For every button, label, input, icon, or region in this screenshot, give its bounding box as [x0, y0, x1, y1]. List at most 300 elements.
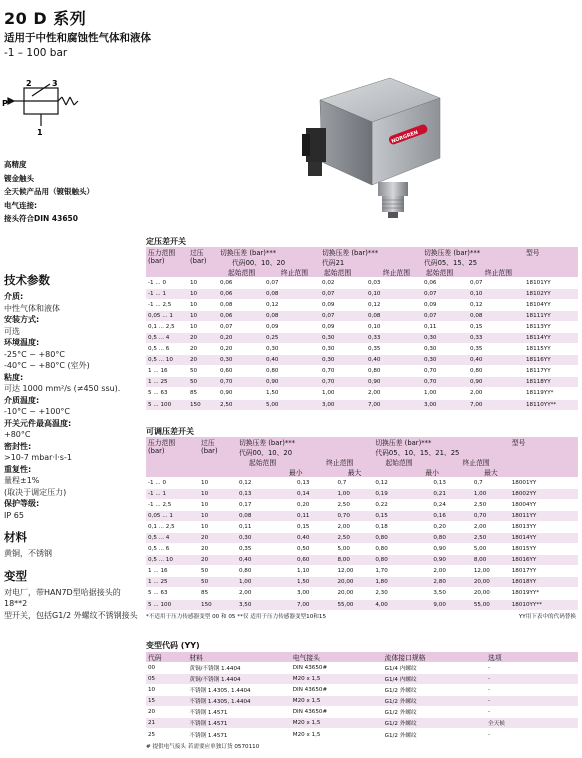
table-cell: 0,09 — [320, 300, 366, 311]
spec-label: 重复性: — [4, 464, 32, 474]
spec-value: +80°C — [4, 430, 31, 439]
group-1-codes: 代码00、10、20 — [238, 449, 293, 457]
table-cell: 0,25 — [264, 333, 320, 344]
spec-value: -10°C ~ +100°C — [4, 407, 70, 416]
table-cell: 0,07 — [422, 289, 468, 300]
spec-value: 量程±1% — [4, 476, 40, 485]
table-cell: DIN 43650# — [291, 707, 383, 718]
table-cell: 0,70 — [335, 511, 373, 522]
table-cell: 10 — [199, 522, 237, 533]
table-cell: 1,00 — [320, 388, 366, 399]
table-cell: 0,60 — [295, 555, 335, 566]
table-cell: 3,50 — [431, 588, 471, 599]
table-cell: 18117YY — [524, 366, 578, 377]
table-cell: 3,00 — [320, 399, 366, 410]
spec-value: >10-7 mbar·l·s-1 — [4, 453, 72, 462]
table-cell: 50 — [199, 577, 237, 588]
table-cell: 20,00 — [472, 577, 510, 588]
table-cell: 0,40 — [295, 533, 335, 544]
min-label: 最小 — [425, 469, 439, 477]
table-cell: 0,14 — [295, 489, 335, 500]
table-cell: 20,00 — [335, 577, 373, 588]
table-cell: 1,80 — [373, 577, 431, 588]
table-cell: 20 — [188, 344, 218, 355]
col-range: 压力范围 (bar) — [146, 437, 199, 478]
feature-list — [4, 158, 94, 226]
table-cell: 0,10 — [468, 289, 524, 300]
table-cell: 不锈钢 1.4305, 1.4404 — [187, 696, 290, 707]
table-cell: 0,35 — [237, 544, 295, 555]
start-label: 起始范围 — [248, 459, 277, 467]
table-cell: 5,00 — [335, 544, 373, 555]
table-cell: 0,50 — [295, 544, 335, 555]
table-cell: 4,00 — [373, 599, 431, 610]
end-label: 终止范围 — [382, 269, 410, 277]
col-overpressure: 过压 (bar) — [199, 437, 237, 478]
table-cell: 0,07 — [264, 278, 320, 289]
table-row — [146, 522, 578, 533]
table-cell: 黄铜/不锈钢 1.4404 — [187, 663, 290, 674]
table-cell: 50 — [188, 366, 218, 377]
table-cell: 18118YY — [524, 377, 578, 388]
table-cell: 0,20 — [431, 522, 471, 533]
table-cell: 0,40 — [468, 355, 524, 366]
table-row — [146, 544, 578, 555]
table-cell: - — [486, 685, 578, 696]
table-cell: 8,00 — [335, 555, 373, 566]
table-cell: 0,90 — [218, 388, 264, 399]
table-cell: 0,09 — [264, 322, 320, 333]
table-cell: 3,00 — [295, 588, 335, 599]
spec-label: 环境温度: — [4, 338, 40, 347]
table-cell: 1,50 — [295, 577, 335, 588]
material-heading: 材料 — [4, 530, 27, 544]
table-cell: - — [486, 729, 578, 740]
table-cell: 0,40 — [264, 355, 320, 366]
table-cell: M20 x 1,5 — [291, 696, 383, 707]
table-cell: 21 — [146, 718, 187, 729]
table-cell: 18102YY — [524, 289, 578, 300]
table-cell: 3,00 — [422, 399, 468, 410]
table-cell: 0,15 — [468, 322, 524, 333]
table-cell: 0,12 — [264, 300, 320, 311]
table-cell: 18013YY — [510, 522, 578, 533]
col-group-2 — [373, 437, 509, 478]
table-cell: G1/4 内螺纹 — [383, 663, 486, 674]
end-label: 终止范围 — [462, 459, 490, 467]
table-cell: 20,00 — [335, 588, 373, 599]
col-group-1 — [237, 437, 373, 478]
feature-item: 电气连接: — [4, 200, 37, 210]
table-cell: 0,13 — [237, 489, 295, 500]
table-cell: G1/2 外螺纹 — [383, 696, 486, 707]
table-cell: G1/2 外螺纹 — [383, 685, 486, 696]
table-cell: -1 ... 0 — [146, 478, 199, 489]
table-cell: 0,80 — [468, 366, 524, 377]
table-cell: 0,17 — [237, 500, 295, 511]
table-row — [146, 555, 578, 566]
table-cell: 0,35 — [468, 344, 524, 355]
table-cell: 1,00 — [422, 388, 468, 399]
table-cell: 0,30 — [218, 355, 264, 366]
table-cell: 18015YY — [510, 544, 578, 555]
pressure-range: -1 – 100 bar — [4, 47, 68, 59]
spec-label: 介质温度: — [4, 395, 40, 405]
table-cell: 2,00 — [335, 522, 373, 533]
table-cell: 1,70 — [373, 566, 431, 577]
table-cell: 10 — [188, 278, 218, 289]
table-cell: 7,00 — [468, 399, 524, 410]
table-row — [146, 388, 578, 399]
feature-item: 高精度 — [4, 160, 27, 169]
feature-item: 镀金触头 — [4, 173, 34, 183]
table-cell: 0,70 — [320, 366, 366, 377]
table-cell: 18002YY — [510, 489, 578, 500]
symbol-label-3: 3 — [52, 79, 58, 88]
table-cell: 0,70 — [320, 377, 366, 388]
table-cell: 0,07 — [218, 322, 264, 333]
table-cell: 0,70 — [218, 377, 264, 388]
table-cell: 2,00 — [237, 588, 295, 599]
table-cell: 150 — [199, 599, 237, 610]
table-cell: 0,15 — [373, 511, 431, 522]
table-cell: 50 — [188, 377, 218, 388]
table-cell: 0,07 — [320, 311, 366, 322]
table-cell: 18011YY — [510, 511, 578, 522]
table-cell: 0,12 — [468, 300, 524, 311]
table-cell: 0,08 — [218, 300, 264, 311]
table-row — [146, 478, 578, 489]
table-cell: 10 — [188, 300, 218, 311]
table-cell: 05 — [146, 674, 187, 685]
end-label: 终止范围 — [280, 269, 308, 277]
table-row — [146, 278, 578, 289]
variant-heading: 变型 — [4, 568, 27, 583]
table-cell: 全天候 — [486, 718, 578, 729]
table-cell: 1,50 — [264, 388, 320, 399]
table-cell: 0,5 ... 10 — [146, 555, 199, 566]
table-cell: 0,70 — [472, 511, 510, 522]
spec-value: 可达 1000 mm²/s (≠450 ssu). — [4, 384, 121, 393]
table-cell: G1/2 外螺纹 — [383, 729, 486, 740]
table-cell: 18010YY** — [510, 599, 578, 610]
adjustable-footnote: *不适用于压力传感器变型 00 和 05 **仅 适用于压力传感器变型10和15 — [146, 614, 327, 620]
table-cell: 20 — [188, 355, 218, 366]
table-cell: -1 ... 1 — [146, 489, 199, 500]
table-cell: 0,02 — [320, 278, 366, 289]
table-row — [146, 366, 578, 377]
spec-label: 安装方式: — [4, 315, 40, 324]
table-cell: 9,00 — [431, 599, 471, 610]
table-cell: 0,08 — [237, 511, 295, 522]
table-cell: 黄铜/不锈钢 1.4404 — [187, 674, 290, 685]
spec-list — [4, 291, 140, 521]
table-cell: - — [486, 707, 578, 718]
table-row — [146, 322, 578, 333]
table-cell: 0,03 — [366, 278, 422, 289]
table-cell: 0,30 — [264, 344, 320, 355]
table-cell: 85 — [188, 388, 218, 399]
table-cell: DIN 43650# — [291, 663, 383, 674]
column-header: 电气接头 — [291, 652, 383, 663]
table-cell: 150 — [188, 399, 218, 410]
table-row — [146, 333, 578, 344]
variants-table-title: 变型代码 (YY) — [146, 641, 200, 650]
table-cell: 5 ... 63 — [146, 588, 199, 599]
table-cell: 7,00 — [366, 399, 422, 410]
adjustable-table-title: 可调压差开关 — [146, 427, 194, 436]
table-cell: 10 — [199, 478, 237, 489]
spec-value: -40°C ~ +80°C (室外) — [4, 361, 90, 370]
table-cell: 15 — [146, 696, 187, 707]
table-cell: 0,22 — [373, 500, 431, 511]
table-cell: 0,12 — [373, 478, 431, 489]
group-3-codes: 代码05、15、25 — [424, 259, 478, 267]
material-value: 黄铜，不锈钢 — [4, 549, 52, 558]
tech-heading: 技术参数 — [4, 273, 50, 287]
fixed-differential-table — [146, 247, 578, 410]
table-cell: 2,80 — [431, 577, 471, 588]
brand-logo: NORGREN — [390, 129, 419, 145]
table-cell: - — [486, 696, 578, 707]
table-row — [146, 599, 578, 610]
table-cell: 18114YY — [524, 333, 578, 344]
table-cell: -1 ... 2,5 — [146, 300, 188, 311]
spec-label: 粘度: — [4, 372, 24, 382]
table-row — [146, 511, 578, 522]
table-cell: 2,50 — [472, 533, 510, 544]
table-cell: 0,70 — [422, 377, 468, 388]
table-cell: 2,50 — [335, 500, 373, 511]
column-header: 选项 — [486, 652, 578, 663]
table-cell: 0,21 — [431, 489, 471, 500]
table-cell: 0,08 — [468, 311, 524, 322]
table-cell: 0,40 — [366, 355, 422, 366]
group-2-title: 切换压差 (bar)*** — [375, 439, 432, 447]
table-cell: 0,12 — [366, 300, 422, 311]
table-row — [146, 500, 578, 511]
table-cell: 0,33 — [366, 333, 422, 344]
table-cell: 20 — [199, 555, 237, 566]
table-cell: 0,08 — [264, 289, 320, 300]
table-cell: 0,19 — [373, 489, 431, 500]
col-range: 压力范围 (bar) — [146, 247, 188, 278]
start-label: 起始范围 — [426, 269, 454, 277]
table-cell: 85 — [199, 588, 237, 599]
table-cell: 0,24 — [431, 500, 471, 511]
tech-specs — [4, 272, 140, 621]
table-cell: 0,5 ... 10 — [146, 355, 188, 366]
table-cell: 0,40 — [237, 555, 295, 566]
table-cell: 0,05 ... 1 — [146, 511, 199, 522]
table-cell: 0,12 — [237, 478, 295, 489]
table-cell: 0,5 ... 6 — [146, 544, 199, 555]
table-cell: 10 — [146, 685, 187, 696]
spec-label: 保护等级: — [4, 499, 40, 508]
variant-line: 对电厂，带HAN7D型哈据接头的18**2 — [4, 587, 121, 608]
adjustable-differential-table — [146, 437, 578, 610]
table-cell: 0,11 — [237, 522, 295, 533]
table-cell: 12,00 — [335, 566, 373, 577]
table-cell: 0,18 — [373, 522, 431, 533]
table-cell: 12,00 — [472, 566, 510, 577]
spec-label: 开关元件最高温度: — [4, 418, 72, 428]
table-cell: 0,11 — [422, 322, 468, 333]
table-cell: 5 ... 63 — [146, 388, 188, 399]
table-cell: 1,00 — [237, 577, 295, 588]
table-cell: 8,00 — [472, 555, 510, 566]
table-cell: 2,00 — [472, 522, 510, 533]
table-cell: 0,20 — [218, 333, 264, 344]
spec-label: 介质: — [4, 292, 24, 301]
spec-value: -25°C ~ +80°C — [4, 349, 65, 359]
table-cell: 0,10 — [366, 322, 422, 333]
group-2-codes: 代码21 — [322, 259, 345, 267]
table-cell: 1,00 — [335, 489, 373, 500]
table-cell: 10 — [188, 311, 218, 322]
table-cell: 18116YY — [524, 355, 578, 366]
fixed-table-title: 定压差开关 — [146, 237, 186, 246]
table-cell: 不锈钢 1.4571 — [187, 718, 290, 729]
group-1-codes: 代码00、10、20 — [232, 259, 286, 267]
table-cell: 25 — [146, 729, 187, 740]
table-cell: 10 — [188, 289, 218, 300]
min-label: 最小 — [288, 469, 303, 477]
table-row — [146, 289, 578, 300]
table-cell: 7,00 — [295, 599, 335, 610]
table-cell: -1 ... 2,5 — [146, 500, 199, 511]
table-cell: 0,10 — [366, 289, 422, 300]
table-cell: 0,05 ... 1 — [146, 311, 188, 322]
table-cell: 00 — [146, 663, 187, 674]
table-row — [146, 696, 578, 707]
table-cell: 1 ... 25 — [146, 577, 199, 588]
table-row — [146, 718, 578, 729]
group-1-title: 切换压差 (bar)*** — [220, 249, 277, 257]
table-cell: 1 ... 16 — [146, 366, 188, 377]
group-2-title: 切换压差 (bar)*** — [322, 249, 379, 257]
max-label: 最大 — [347, 469, 362, 477]
table-cell: 0,15 — [295, 522, 335, 533]
table-row — [146, 566, 578, 577]
table-cell: 18119YY* — [524, 388, 578, 399]
table-row — [146, 588, 578, 599]
table-row — [146, 533, 578, 544]
table-cell: 不锈钢 1.4571 — [187, 729, 290, 740]
table-cell: 0,30 — [422, 333, 468, 344]
table-cell: 0,5 ... 4 — [146, 333, 188, 344]
table-cell: 0,80 — [366, 366, 422, 377]
feature-item: 接头符合DIN 43650 — [4, 214, 78, 223]
spec-value: 可选 — [4, 326, 20, 336]
table-row — [146, 663, 578, 674]
table-cell: 0,20 — [218, 344, 264, 355]
table-cell: 0,1 ... 2,5 — [146, 322, 188, 333]
table-cell: G1/2 外螺纹 — [383, 707, 486, 718]
table-row — [146, 489, 578, 500]
table-cell: 1 ... 25 — [146, 377, 188, 388]
table-cell: -1 ... 0 — [146, 278, 188, 289]
symbol-label-p: P — [2, 99, 8, 108]
table-cell: DIN 43650# — [291, 685, 383, 696]
table-cell: 2,30 — [373, 588, 431, 599]
column-header: 代码 — [146, 652, 187, 663]
table-cell: 2,50 — [335, 533, 373, 544]
table-row — [146, 399, 578, 410]
table-cell: 5 ... 100 — [146, 399, 188, 410]
table-cell: 0,09 — [422, 300, 468, 311]
table-row — [146, 311, 578, 322]
variant-line: 型开关，包括G1/2 外螺纹不锈钢接头 — [4, 610, 138, 620]
table-cell: 18111YY — [524, 311, 578, 322]
table-cell: 0,07 — [468, 278, 524, 289]
table-cell: 18018YY — [510, 577, 578, 588]
table-cell: 0,33 — [468, 333, 524, 344]
table-cell: M20 x 1,5 — [291, 718, 383, 729]
table-cell: 0,07 — [320, 289, 366, 300]
table-row — [146, 685, 578, 696]
table-cell: 50 — [199, 566, 237, 577]
col-model: 型号 — [524, 247, 578, 278]
table-cell: 18016YY — [510, 555, 578, 566]
table-cell: 0,13 — [431, 478, 471, 489]
table-cell: 2,00 — [468, 388, 524, 399]
table-cell: 0,7 — [335, 478, 373, 489]
table-cell: 0,30 — [320, 355, 366, 366]
symbol-label-2: 2 — [26, 79, 32, 88]
table-cell: 0,80 — [237, 566, 295, 577]
table-row — [146, 344, 578, 355]
table-cell: 10 — [199, 500, 237, 511]
table-cell: 0,90 — [468, 377, 524, 388]
table-cell: 0,30 — [320, 333, 366, 344]
table-cell: 0,16 — [431, 511, 471, 522]
table-cell: - — [486, 663, 578, 674]
table-cell: 0,09 — [320, 322, 366, 333]
table-cell: - — [486, 674, 578, 685]
table-cell: G1/4 内螺纹 — [383, 674, 486, 685]
table-cell: 0,30 — [422, 355, 468, 366]
page-title: 20 D 系列 — [4, 9, 87, 28]
table-cell: 10 — [188, 322, 218, 333]
max-label: 最大 — [484, 469, 498, 477]
table-row — [146, 729, 578, 740]
table-cell: 0,20 — [295, 500, 335, 511]
table-cell: 0,80 — [373, 544, 431, 555]
table-row — [146, 674, 578, 685]
table-cell: 0,1 ... 2,5 — [146, 522, 199, 533]
start-label: 起始范围 — [385, 459, 413, 467]
table-cell: 5,00 — [264, 399, 320, 410]
table-cell: 18101YY — [524, 278, 578, 289]
col-overpressure: 过压 (bar) — [188, 247, 218, 278]
table-cell: 18001YY — [510, 478, 578, 489]
table-cell: 0,80 — [373, 555, 431, 566]
spec-label: 密封性: — [4, 441, 32, 451]
group-1-title: 切换压差 (bar)*** — [238, 439, 296, 447]
group-2-codes: 代码05、10、15、21、25 — [375, 449, 460, 457]
column-header: 流体接口规格 — [383, 652, 486, 663]
table-row — [146, 300, 578, 311]
variant-codes-table — [146, 652, 578, 740]
table-cell: 5 ... 100 — [146, 599, 199, 610]
table-cell: 0,80 — [431, 533, 471, 544]
adjustable-footnote-right: YY用下表中的代码替换 — [518, 614, 576, 620]
start-label: 起始范围 — [324, 269, 352, 277]
col-group-3 — [422, 247, 524, 278]
table-row — [146, 377, 578, 388]
end-label: 终止范围 — [484, 269, 512, 277]
